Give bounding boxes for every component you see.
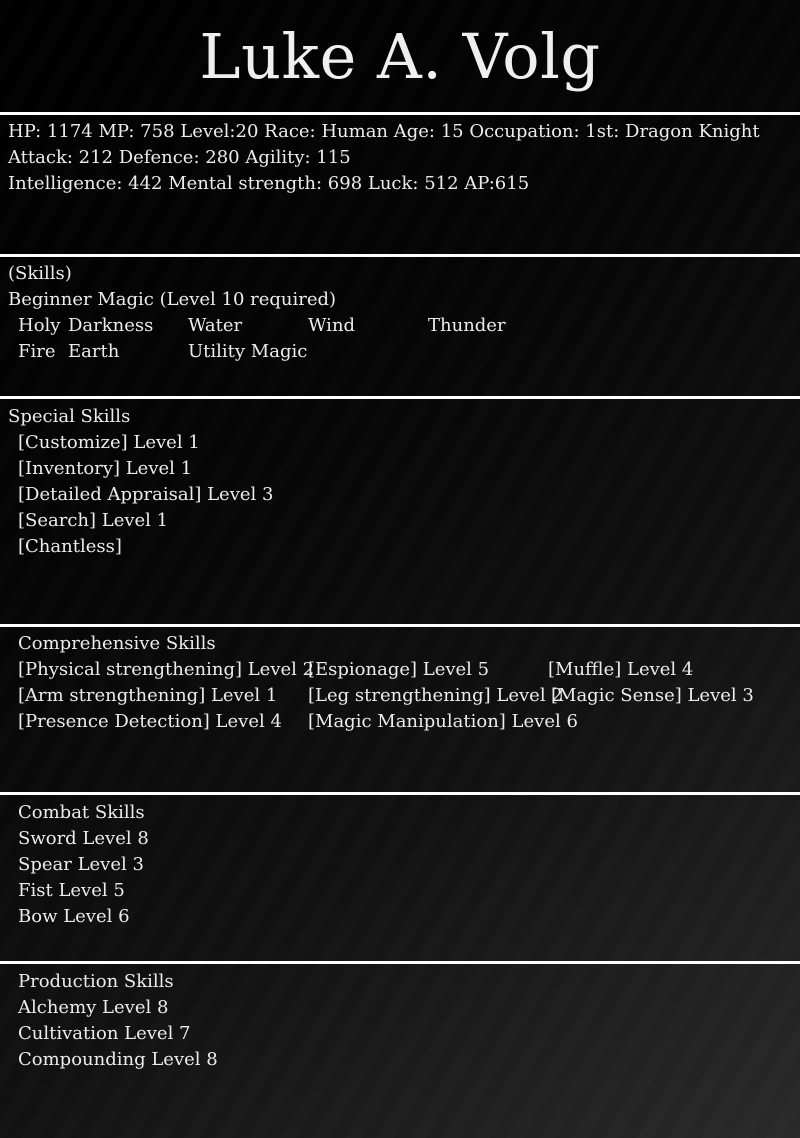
comprehensive-skill-item: [Physical strengthening] Level 2 <box>18 659 315 680</box>
divider <box>0 254 800 257</box>
comprehensive-row <box>0 709 800 735</box>
divider <box>0 792 800 795</box>
magic-item: Water <box>188 315 243 336</box>
magic-item: Wind <box>308 315 356 336</box>
production-skill-item: Cultivation Level 7 <box>18 1023 191 1044</box>
beginner-magic-header: Beginner Magic (Level 10 required) <box>8 289 337 310</box>
stats-line: Attack: 212 Defence: 280 Agility: 115 <box>8 147 351 168</box>
comprehensive-skills-section <box>0 631 800 735</box>
skills-section <box>0 261 800 365</box>
magic-item: Earth <box>68 341 120 362</box>
divider <box>0 961 800 964</box>
combat-skills-section <box>0 800 800 930</box>
divider <box>0 396 800 399</box>
special-skill-item: [Customize] Level 1 <box>18 432 200 453</box>
magic-item: Fire <box>18 341 56 362</box>
comprehensive-skill-item: [Presence Detection] Level 4 <box>18 711 282 732</box>
skills-header: (Skills) <box>8 263 72 284</box>
comprehensive-row <box>0 683 800 709</box>
character-name-title: Luke A. Volg <box>199 19 601 93</box>
magic-item: Thunder <box>428 315 506 336</box>
magic-item: Utility Magic <box>188 341 308 362</box>
magic-row <box>0 339 800 365</box>
comprehensive-skill-item: [Magic Manipulation] Level 6 <box>308 711 578 732</box>
stats-line: HP: 1174 MP: 758 Level:20 Race: Human Age: 15 Occupation: 1st: Dragon Knight <box>8 121 760 142</box>
special-skill-item: [Inventory] Level 1 <box>18 458 193 479</box>
divider <box>0 624 800 627</box>
production-skill-item: Compounding Level 8 <box>18 1049 218 1070</box>
production-skills-section <box>0 969 800 1073</box>
comprehensive-skill-item: [Leg strengthening] Level 2 <box>308 685 563 706</box>
magic-item: Holy <box>18 315 61 336</box>
comprehensive-skills-header: Comprehensive Skills <box>18 633 216 654</box>
stats-section <box>0 119 800 197</box>
special-skill-item: [Search] Level 1 <box>18 510 169 531</box>
special-skills-section <box>0 404 800 560</box>
magic-row <box>0 313 800 339</box>
combat-skill-item: Bow Level 6 <box>18 906 130 927</box>
stats-line: Intelligence: 442 Mental strength: 698 Luck: 512 AP:615 <box>8 173 530 194</box>
combat-skill-item: Fist Level 5 <box>18 880 125 901</box>
production-skills-header: Production Skills <box>18 971 174 992</box>
production-skill-item: Alchemy Level 8 <box>18 997 169 1018</box>
comprehensive-skill-item: [Muffle] Level 4 <box>548 659 694 680</box>
comprehensive-skill-item: [Magic Sense] Level 3 <box>551 685 754 706</box>
combat-skill-item: Sword Level 8 <box>18 828 149 849</box>
special-skill-item: [Chantless] <box>18 536 122 557</box>
comprehensive-skill-item: [Espionage] Level 5 <box>308 659 490 680</box>
divider <box>0 112 800 115</box>
comprehensive-row <box>0 657 800 683</box>
combat-skills-header: Combat Skills <box>18 802 145 823</box>
magic-item: Darkness <box>68 315 154 336</box>
combat-skill-item: Spear Level 3 <box>18 854 144 875</box>
special-skills-header: Special Skills <box>8 406 131 427</box>
special-skill-item: [Detailed Appraisal] Level 3 <box>18 484 274 505</box>
comprehensive-skill-item: [Arm strengthening] Level 1 <box>18 685 278 706</box>
